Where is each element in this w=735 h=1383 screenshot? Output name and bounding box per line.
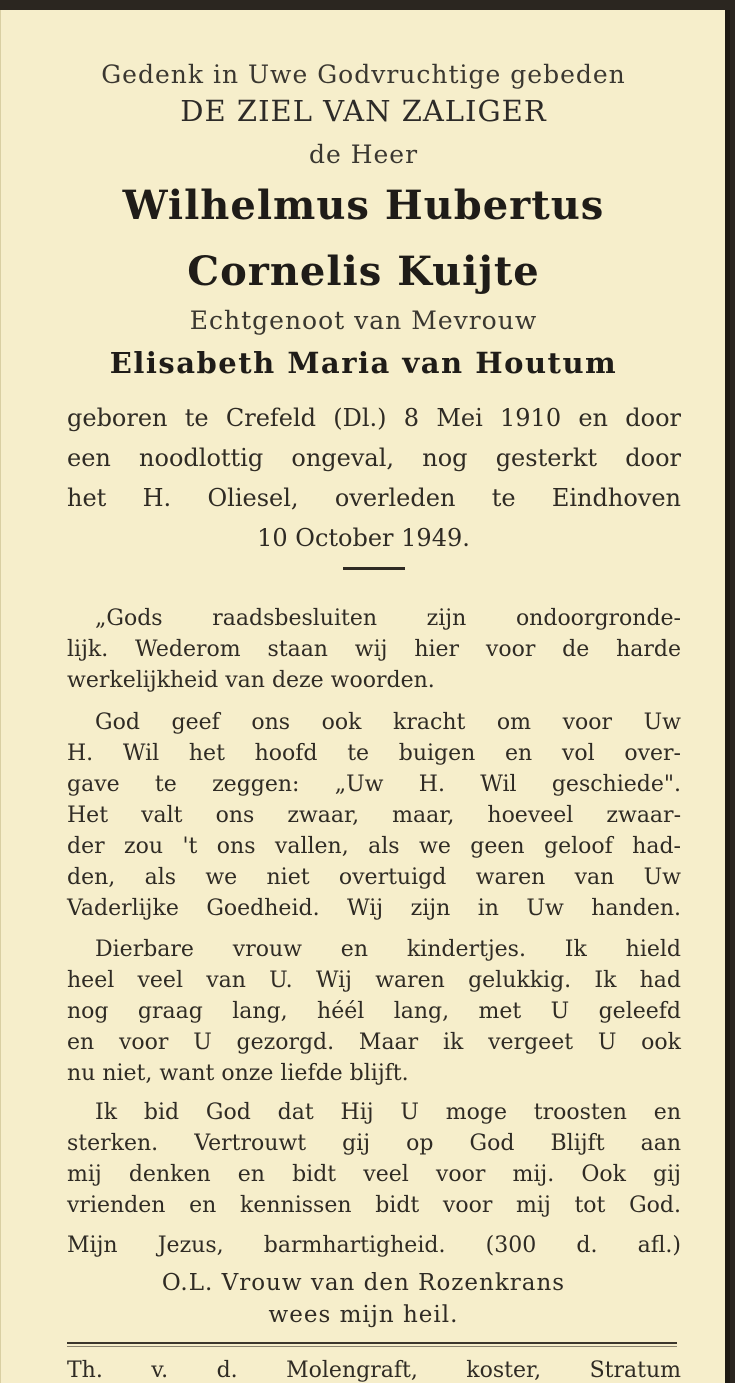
deceased-name-line1: Wilhelmus Hubertus xyxy=(122,182,605,229)
body-line: nu niet, want onze liefde blijft. xyxy=(67,1061,409,1086)
bio-line: het H. Oliesel, overleden te Eindhoven xyxy=(67,484,681,512)
body-line: mij denken en bidt veel voor mij. Ook gij xyxy=(67,1162,681,1187)
death-date: 10 October 1949. xyxy=(257,524,470,552)
body-line: „Gods raadsbesluiten zijn ondoorgronde- xyxy=(95,606,681,631)
body-line: Vaderlijke Goedheid. Wij zijn in Uw handen. xyxy=(67,896,681,921)
body-line: God geef ons ook kracht om voor Uw xyxy=(95,710,681,735)
body-line: lijk. Wederom staan wij hier voor de harde xyxy=(67,637,681,662)
body-line: heel veel van U. Wij waren gelukkig. Ik had xyxy=(67,968,681,993)
deceased-name-line2: Cornelis Kuijte xyxy=(187,248,540,295)
bottom-divider-thin xyxy=(67,1346,677,1347)
prayer-line: Mijn Jezus, barmhartigheid. (300 d. afl.) xyxy=(67,1233,681,1258)
bio-line: geboren te Crefeld (Dl.) 8 Mei 1910 en door xyxy=(67,404,681,432)
body-line: Dierbare vrouw en kindertjes. Ik hield xyxy=(95,937,681,962)
body-line: gave te zeggen: „Uw H. Wil geschiede". xyxy=(67,772,681,797)
body-line: sterken. Vertrouwt gij op God Blijft aan xyxy=(67,1131,681,1156)
soul-heading: DE ZIEL VAN ZALIGER xyxy=(180,94,547,128)
closing-line: O.L. Vrouw van den Rozenkrans xyxy=(161,1270,566,1296)
printer-credit: Th. v. d. Molengraft, koster, Stratum xyxy=(67,1358,681,1383)
body-line: H. Wil het hoofd te buigen en vol over- xyxy=(67,741,681,766)
body-line: en voor U gezorgd. Maar ik vergeet U ook xyxy=(67,1030,681,1055)
body-line: der zou 't ons vallen, als we geen geloof had- xyxy=(67,834,681,859)
body-line: nog graag lang, héél lang, met U geleefd xyxy=(67,999,681,1024)
body-line: den, als we niet overtuigd waren van Uw xyxy=(67,865,681,890)
closing-line: wees mijn heil. xyxy=(268,1302,459,1328)
spouse-of-label: Echtgenoot van Mevrouw xyxy=(189,306,538,335)
memorial-card xyxy=(0,10,730,1383)
short-divider xyxy=(343,567,405,570)
body-line: Het valt ons zwaar, maar, hoeveel zwaar- xyxy=(67,803,681,828)
body-line: Ik bid God dat Hij U moge troosten en xyxy=(95,1100,681,1125)
bottom-divider xyxy=(67,1342,677,1344)
body-line: werkelijkheid van deze woorden. xyxy=(67,668,435,693)
intro-line: Gedenk in Uwe Godvruchtige gebeden xyxy=(101,60,626,89)
spouse-name: Elisabeth Maria van Houtum xyxy=(109,346,618,380)
body-line: vrienden en kennissen bidt voor mij tot God. xyxy=(67,1193,681,1218)
honorific: de Heer xyxy=(308,140,419,169)
bio-line: een noodlottig ongeval, nog gesterkt door xyxy=(67,444,681,472)
